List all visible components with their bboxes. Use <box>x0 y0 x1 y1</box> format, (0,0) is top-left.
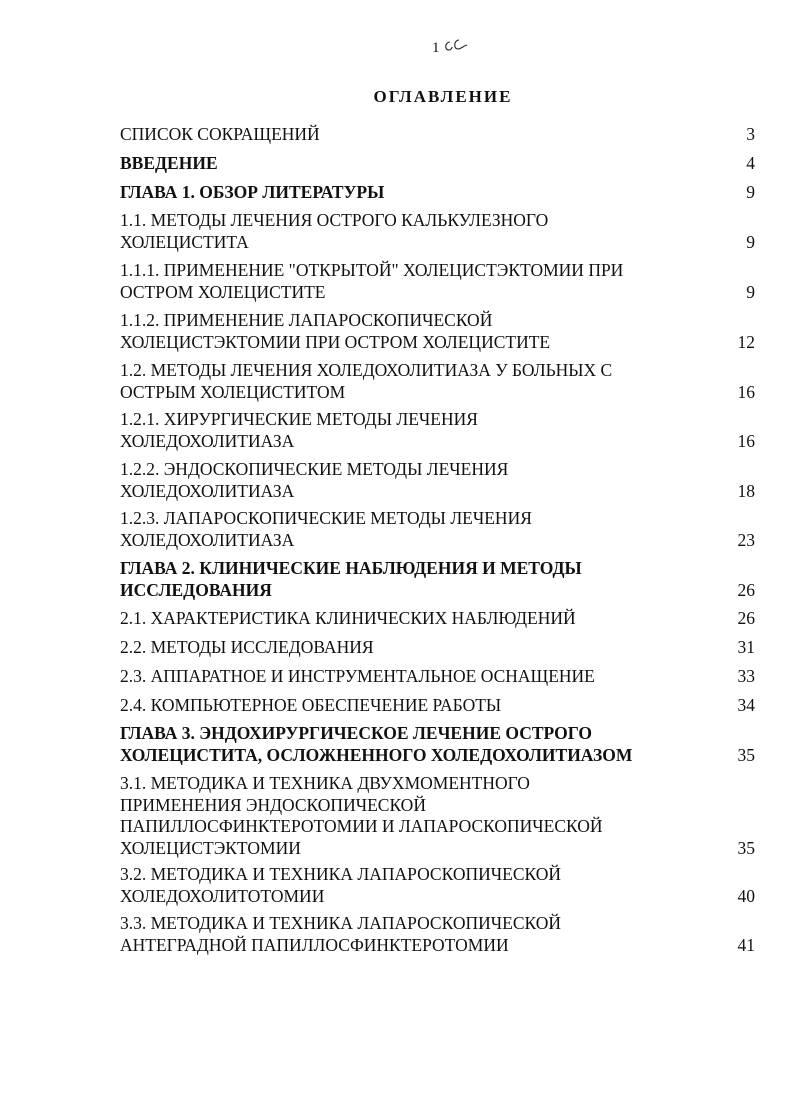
toc-entry <box>120 666 760 688</box>
toc-entry <box>120 409 760 452</box>
toc-entry-page: 9 <box>746 231 755 252</box>
toc-entry-label: 1.1. МЕТОДЫ ЛЕЧЕНИЯ ОСТРОГО КАЛЬКУЛЕЗНОГО ХОЛЕЦИСТИТА <box>120 210 549 252</box>
toc-entry <box>120 723 760 766</box>
toc-entry-page: 18 <box>737 480 755 501</box>
toc-entry-page: 9 <box>746 281 755 302</box>
toc-entry-label: 1.2.2. ЭНДОСКОПИЧЕСКИЕ МЕТОДЫ ЛЕЧЕНИЯ ХОЛЕДОХОЛИТИАЗА <box>120 459 509 501</box>
toc-entry <box>120 124 760 146</box>
toc-entry-label: 1.1.1. ПРИМЕНЕНИЕ "ОТКРЫТОЙ" ХОЛЕЦИСТЭКТОМИИ ПРИ ОСТРОМ ХОЛЕЦИСТИТЕ <box>120 260 624 302</box>
toc-entry <box>120 864 760 907</box>
toc-entry-label: 3.2. МЕТОДИКА И ТЕХНИКА ЛАПАРОСКОПИЧЕСКОЙ ХОЛЕДОХОЛИТОТОМИИ <box>120 864 562 906</box>
toc-entry-page: 3 <box>746 124 755 144</box>
toc-entry-page: 23 <box>737 529 755 550</box>
toc-entry-page: 26 <box>737 608 755 628</box>
toc-entry-page: 40 <box>737 885 755 906</box>
toc-entry <box>120 182 760 204</box>
toc-entry-label: ВВЕДЕНИЕ <box>120 153 218 173</box>
toc-entry <box>120 210 760 253</box>
toc-entry <box>120 310 760 353</box>
toc-entry <box>120 558 760 601</box>
toc-entry-page: 34 <box>737 695 755 715</box>
toc-entry-label: 1.2. МЕТОДЫ ЛЕЧЕНИЯ ХОЛЕДОХОЛИТИАЗА У БОЛЬНЫХ С ОСТРЫМ ХОЛЕЦИСТИТОМ <box>120 360 613 402</box>
toc-entry-label: 2.3. АППАРАТНОЕ И ИНСТРУМЕНТАЛЬНОЕ ОСНАЩЕНИЕ <box>120 666 595 686</box>
toc-title: ОГЛАВЛЕНИЕ <box>373 87 513 106</box>
toc-entry-label: 1.1.2. ПРИМЕНЕНИЕ ЛАПАРОСКОПИЧЕСКОЙ ХОЛЕЦИСТЭКТОМИИ ПРИ ОСТРОМ ХОЛЕЦИСТИТЕ <box>120 310 551 352</box>
toc-entry-label: 2.1. ХАРАКТЕРИСТИКА КЛИНИЧЕСКИХ НАБЛЮДЕНИЙ <box>120 608 576 628</box>
toc-entry <box>120 360 760 403</box>
toc-entry-label: 3.3. МЕТОДИКА И ТЕХНИКА ЛАПАРОСКОПИЧЕСКОЙ АНТЕГРАДНОЙ ПАПИЛЛОСФИНКТЕРОТОМИИ <box>120 913 562 955</box>
toc-entry <box>120 508 760 551</box>
page-number <box>432 36 469 58</box>
handwritten-mark-icon <box>441 36 469 58</box>
toc-entry-label: 3.1. МЕТОДИКА И ТЕХНИКА ДВУХМОМЕНТНОГО ПРИМЕНЕНИЯ ЭНДОСКОПИЧЕСКОЙ ПАПИЛЛОСФИНКТЕРОТОМИИ И ЛАПАРОСКОПИЧЕСКОЙ ХОЛЕЦИСТЭКТОМИИ <box>120 773 603 858</box>
toc-entry <box>120 637 760 659</box>
toc-entry <box>120 913 760 956</box>
toc-entry <box>120 608 760 630</box>
toc-entry-page: 31 <box>737 637 755 657</box>
toc-entry-page: 9 <box>746 182 755 202</box>
toc-entry-label: ГЛАВА 2. КЛИНИЧЕСКИЕ НАБЛЮДЕНИЯ И МЕТОДЫ ИССЛЕДОВАНИЯ <box>120 558 582 600</box>
toc-entry-page: 26 <box>737 579 755 600</box>
toc-entry-page: 33 <box>737 666 755 686</box>
toc-entry-label: ГЛАВА 1. ОБЗОР ЛИТЕРАТУРЫ <box>120 182 385 202</box>
toc-entry-page: 35 <box>737 744 755 765</box>
toc-entry <box>120 153 760 175</box>
toc-entry <box>120 695 760 717</box>
toc-entry-page: 16 <box>737 430 755 451</box>
toc-entry-page: 41 <box>737 934 755 955</box>
toc-entry-label: 1.2.1. ХИРУРГИЧЕСКИЕ МЕТОДЫ ЛЕЧЕНИЯ ХОЛЕДОХОЛИТИАЗА <box>120 409 478 451</box>
toc-entry-label: ГЛАВА 3. ЭНДОХИРУРГИЧЕСКОЕ ЛЕЧЕНИЕ ОСТРОГО ХОЛЕЦИСТИТА, ОСЛОЖНЕННОГО ХОЛЕДОХОЛИТИАЗОМ <box>120 723 633 765</box>
toc-entry-page: 12 <box>737 331 755 352</box>
toc-entry-page: 35 <box>737 837 755 858</box>
toc-entry-page: 4 <box>746 153 755 173</box>
toc-entry-label: 2.4. КОМПЬЮТЕРНОЕ ОБЕСПЕЧЕНИЕ РАБОТЫ <box>120 695 502 715</box>
page-number-value: 1 <box>432 40 440 56</box>
toc-entry <box>120 260 760 303</box>
toc-entry-label: 1.2.3. ЛАПАРОСКОПИЧЕСКИЕ МЕТОДЫ ЛЕЧЕНИЯ ХОЛЕДОХОЛИТИАЗА <box>120 508 532 550</box>
toc-entry-page: 16 <box>737 381 755 402</box>
toc-entry-label: СПИСОК СОКРАЩЕНИЙ <box>120 124 320 144</box>
toc-entry <box>120 773 760 859</box>
toc-entry-label: 2.2. МЕТОДЫ ИССЛЕДОВАНИЯ <box>120 637 374 657</box>
toc-entry <box>120 459 760 502</box>
